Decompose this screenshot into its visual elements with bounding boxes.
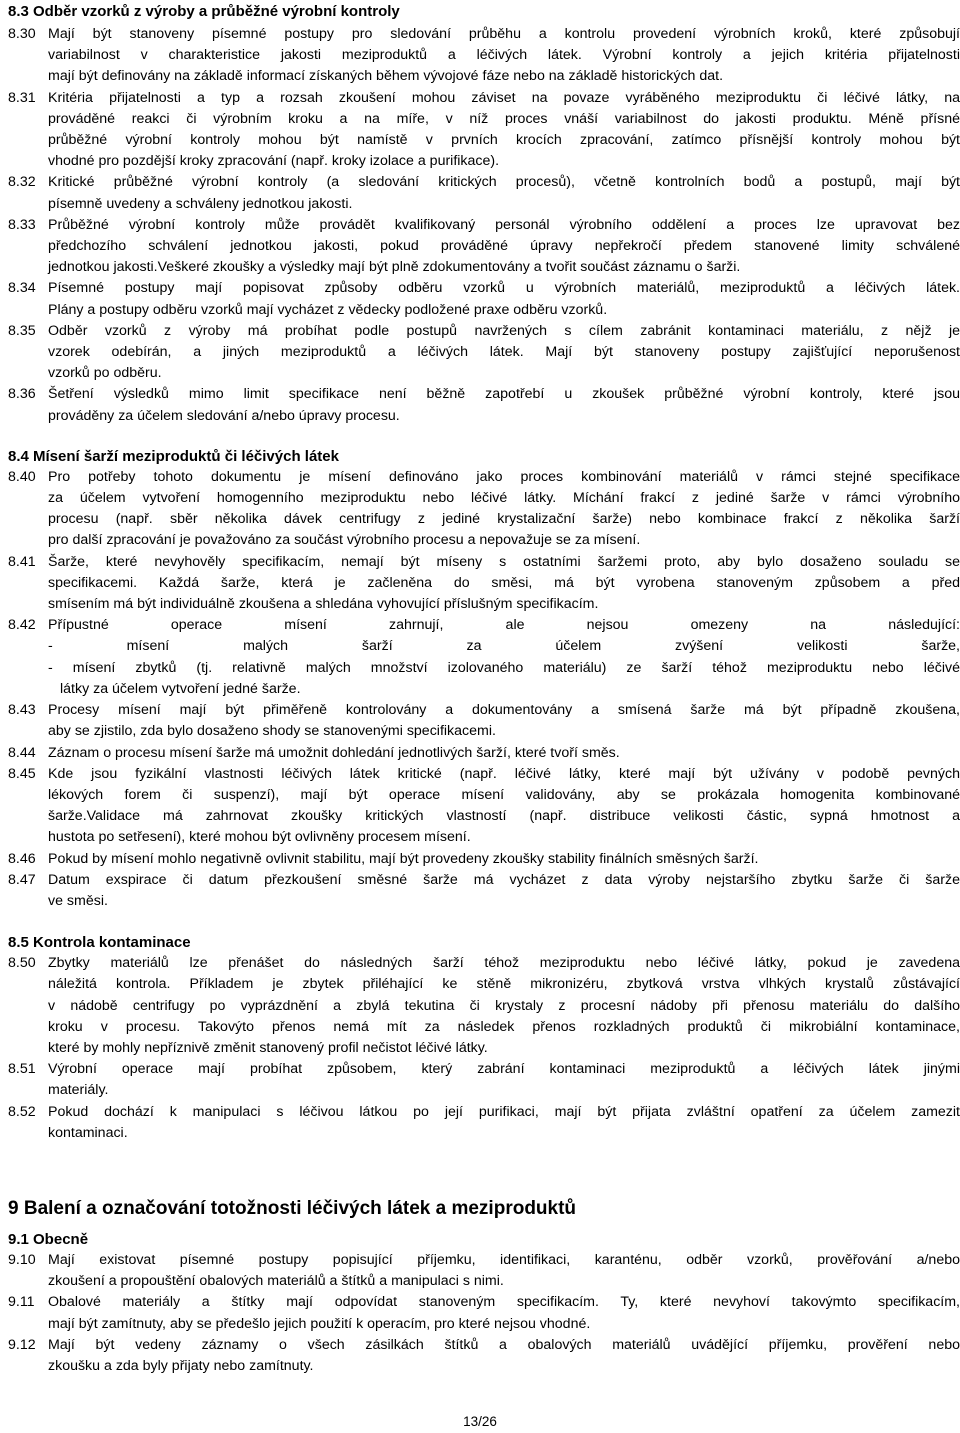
text-line: Pokud dochází k manipulaci s léčivou látkou po její purifikaci, mají být přijata zvláštní opatření za účelem zamezit — [48, 1103, 960, 1120]
paragraph-text — [48, 1102, 960, 1144]
text-line: Procesy mísení mají být přiměřeně kontrolovány a dokumentovány a smísená šarže má být případně zkoušena, — [48, 702, 960, 719]
paragraph — [8, 215, 960, 279]
paragraph — [8, 700, 960, 742]
paragraph — [8, 849, 960, 870]
paragraph-text — [48, 870, 960, 912]
paragraph-number: 8.36 — [8, 386, 36, 403]
section-8-4-paragraphs — [8, 467, 960, 912]
text-line: šarže.Validace má zahrnovat zkoušky kritických vlastností (např. distribuce velikosti částic, sypná hmotnost a — [48, 808, 960, 825]
paragraph-text — [48, 321, 960, 385]
paragraph — [8, 764, 960, 849]
text-line: specifikacemi. Každá šarže, která je začleněna do směsi, má být vyrobena stanoveným způsobem a před — [48, 574, 960, 591]
text-line: vhodné pro pozdější kroky zpracování (např. kroky izolace a purifikace). — [48, 153, 500, 170]
text-line: Plány a postupy odběru vzorků mají vycházet z vědecky podložené praxe odběru vzorků. — [48, 301, 608, 318]
text-line: Kritické průběžné výrobní kontroly (a sledování kritických procesů), včetně kontrolních bodů a postupů, mají být — [48, 174, 960, 191]
paragraph-number: 8.47 — [8, 871, 36, 888]
paragraph-text — [48, 215, 960, 279]
paragraph — [8, 743, 960, 764]
paragraph-text — [48, 467, 960, 552]
text-line: Záznam o procesu mísení šarže má umožnit dohledání jednotlivých šarží, které tvoří směs. — [48, 744, 620, 761]
section-9-1-heading: 9.1 Obecně — [8, 1230, 89, 1248]
paragraph-number: 8.51 — [8, 1061, 36, 1078]
text-line: procesu (např. sběr několika dávek centrifugy z jediné krystalizační šarže) nebo kombinace frakcí z několika šarží — [48, 511, 960, 528]
paragraph-text — [48, 1335, 960, 1377]
section-8-5-paragraphs — [8, 953, 960, 1144]
text-line: lékových forem či suspenzí), mají být operace mísení validovány, aby se prokázala homogenita kombinované — [48, 786, 960, 803]
paragraph-text — [48, 24, 960, 88]
section-8-3-heading: 8.3 Odběr vzorků z výroby a průběžné výrobní kontroly — [8, 3, 400, 20]
paragraph-number: 8.43 — [8, 702, 36, 719]
paragraph — [8, 1335, 960, 1377]
paragraph-number: 8.34 — [8, 280, 36, 297]
text-line: zkoušení a propouštění obalových materiálů a štítků a manipulaci s nimi. — [48, 1273, 504, 1290]
paragraph — [8, 552, 960, 616]
paragraph — [8, 1102, 960, 1144]
text-line: kroku v procesu. Takovýto přenos nemá mít za následek přenos rozkladných produktů či mikrobiální kontaminace, — [48, 1018, 960, 1035]
section-8-4-heading: 8.4 Mísení šarží meziproduktů či léčivých látek — [8, 447, 339, 465]
paragraph-number: 8.35 — [8, 322, 36, 339]
paragraph-text — [48, 1250, 960, 1292]
paragraph-number: 8.50 — [8, 955, 36, 972]
paragraph-text — [48, 953, 960, 1059]
text-line: aby se zjistilo, zda bylo dosaženo shody se stanovenými specifikacemi. — [48, 723, 496, 740]
text-line: Písemné postupy mají popisovat způsoby odběru vzorků u výrobních materiálů, meziproduktů a léčivých látek. — [48, 280, 960, 297]
text-line: v nádobě centrifugy po vyprázdnění a zbylá tekutina či krystaly z procesní nádoby při přenosu materiálu do dalšího — [48, 997, 960, 1014]
text-line: průběžné výrobní kontroly mohou být namístě v prvních krocích zpracování, zatímco přísnější kontroly mohou být — [48, 132, 960, 149]
text-line: náležitá kontrola. Příkladem je zbytek přiléhající ke stěně mikronizéru, zbytková vrstva vlhkých krystalů zůstávající — [48, 976, 960, 993]
paragraph-text — [48, 384, 960, 426]
text-line: Mají být stanoveny písemné postupy pro sledování průběhu a kontrolu provedení výrobních kroků, které způsobují — [48, 26, 960, 42]
paragraph-number: 8.32 — [8, 174, 36, 191]
paragraph-number: 8.44 — [8, 744, 36, 761]
text-line: Mají být vedeny záznamy o všech zásilkách štítků a obalových materiálů uvádějící příjemku, prověření nebo — [48, 1336, 960, 1353]
paragraph-text — [48, 172, 960, 214]
text-line: ve směsi. — [48, 892, 108, 909]
text-line: vzorků po odběru. — [48, 365, 162, 382]
paragraph-text — [48, 552, 960, 616]
paragraph-number: 8.30 — [8, 26, 36, 42]
paragraph-text — [48, 764, 960, 849]
paragraph-number: 8.40 — [8, 468, 36, 485]
document-body — [8, 2, 960, 1377]
paragraph-number: 9.11 — [8, 1294, 35, 1311]
text-line: mají být zamítnuty, aby se předešlo jejich použití k operacím, pro které nejsou vhodné. — [48, 1315, 591, 1332]
text-line: smísením má být individuálně zkoušena a shledána vyhovující příslušným specifikacím. — [48, 596, 599, 613]
section-8-3-paragraphs — [8, 24, 960, 427]
text-line: hustota po setřesení), které mohou být ovlivněny procesem mísení. — [48, 829, 471, 846]
section-9-1-paragraphs — [8, 1250, 960, 1377]
text-line: Obalové materiály a štítky mají odpovídat stanoveným specifikacím. Ty, které nevyhoví takovýmto specifikacím, — [48, 1294, 960, 1311]
paragraph — [8, 278, 960, 320]
paragraph-text — [48, 743, 960, 764]
text-line: variabilnost v charakteristice jakosti meziproduktů a léčivých látek. Výrobní kontroly a jejich kritéria přijatelnosti — [48, 47, 960, 64]
paragraph-number: 9.10 — [8, 1251, 36, 1268]
paragraph — [8, 953, 960, 1059]
text-line: kontaminaci. — [48, 1124, 128, 1141]
paragraph — [8, 1059, 960, 1101]
text-line: - mísení zbytků (tj. relativně malých množství izolovaného materiálu) ze šarží téhož meziproduktu nebo léčivé — [48, 659, 960, 676]
paragraph — [8, 870, 960, 912]
text-line: Průběžné výrobní kontroly může provádět kvalifikovaný personál výrobního oddělení a proces lze upravovat bez — [48, 216, 960, 233]
paragraph-number: 9.12 — [8, 1336, 36, 1353]
paragraph-number: 8.42 — [8, 617, 36, 634]
text-line: Datum exspirace či datum přezkoušení směsné šarže má vycházet z data výroby nejstaršího zbytku šarže či šarže — [48, 871, 960, 888]
text-line: vzorek odebírán, a jiných meziproduktů a léčivých látek. Mají být stanoveny postupy zajišťující neporušenost — [48, 344, 960, 361]
paragraph-text — [48, 88, 960, 173]
paragraph — [8, 615, 960, 700]
text-line: za účelem vytvoření homogenního meziproduktu nebo léčivé látky. Míchání frakcí z jediné šarže v rámci výrobního — [48, 490, 960, 507]
paragraph — [8, 172, 960, 214]
paragraph-number: 8.52 — [8, 1103, 36, 1120]
paragraph-text — [48, 1059, 960, 1101]
text-line: předchozího schválení jednotkou jakosti, pokud prováděné úpravy nepřekročí předem stanovené limity schválené — [48, 238, 960, 255]
paragraph — [8, 88, 960, 173]
text-line: Mají existovat písemné postupy popisující příjemku, identifikaci, karanténu, odběr vzorků, prověřování a/nebo — [48, 1251, 960, 1268]
paragraph — [8, 467, 960, 552]
paragraph-number: 8.46 — [8, 850, 36, 867]
text-line: Zbytky materiálů lze přenášet do následných šarží téhož meziproduktu nebo léčivé látky, pokud je zavedena — [48, 955, 960, 972]
text-line: pro další zpracování je považováno za součást výrobního procesu a nepovažuje se za mísení. — [48, 532, 641, 549]
section-8-5-heading: 8.5 Kontrola kontaminace — [8, 934, 191, 952]
text-line: Pro potřeby tohoto dokumentu je mísení definováno jako proces kombinování materiálů v rámci stejné specifikace — [48, 468, 960, 485]
text-line: prováděné reakci či výrobním kroku a na míře, v níž proces vnáší variabilnost do jakosti produktu. Méně přísné — [48, 110, 960, 127]
text-line: - mísení malých šarží za účelem zvýšení velikosti šarže, — [48, 638, 960, 655]
paragraph-number: 8.41 — [8, 553, 36, 570]
text-line: Kritéria přijatelnosti a typ a rozsah zkoušení mohou záviset na povaze vyráběného meziproduktu či léčivé látky, na — [48, 89, 960, 106]
paragraph — [8, 321, 960, 385]
text-line: látky za účelem vytvoření jedné šarže. — [60, 680, 301, 697]
text-line: jednotkou jakosti.Veškeré zkoušky a výsledky mají být plně zdokumentovány a tvořit součást záznamu o šarži. — [48, 259, 741, 276]
text-line: Kde jsou fyzikální vlastnosti léčivých látek kritické (např. léčivé látky, které mají být užívány v podobě pevných — [48, 765, 960, 782]
paragraph-text — [48, 700, 960, 742]
paragraph-text — [48, 849, 960, 870]
text-line: mají být definovány na základě informací získaných během vývojové fáze nebo na základě historických dat. — [48, 68, 724, 85]
text-line: prováděny za účelem sledování a/nebo úpravy procesu. — [48, 407, 400, 424]
text-line: zkoušku a zda byly přijaty nebo zamítnuty. — [48, 1357, 314, 1374]
text-line: Výrobní operace mají probíhat způsobem, který zabrání kontaminaci meziproduktů a léčivých látek jinými — [48, 1061, 960, 1078]
text-line: které by mohly nepříznivě změnit stanovený profil nečistot léčivé látky. — [48, 1039, 488, 1056]
paragraph — [8, 1250, 960, 1292]
paragraph — [8, 384, 960, 426]
paragraph-number: 8.45 — [8, 765, 36, 782]
paragraph-text — [48, 278, 960, 320]
text-line: písemně uvedeny a schváleny jednotkou jakosti. — [48, 195, 353, 212]
text-line: Odběr vzorků z výroby má probíhat podle postupů navržených s cílem zabránit kontaminaci materiálu, z nějž je — [48, 322, 960, 339]
paragraph — [8, 24, 960, 88]
text-line: Přípustné operace mísení zahrnují, ale nejsou omezeny na následující: — [48, 617, 960, 634]
chapter-9-heading: 9 Balení a označování totožnosti léčivých látek a meziproduktů — [8, 1197, 577, 1219]
paragraph-number: 8.31 — [8, 89, 36, 106]
text-line: Šetření výsledků mimo limit specifikace není běžně zapotřebí u zkoušek průběžné výrobní kontroly, které jsou — [48, 386, 960, 403]
page-number: 13/26 — [463, 1414, 497, 1429]
text-line: Šarže, které nevyhověly specifikacím, nemají být míseny s ostatními šaržemi proto, aby bylo dosaženo souladu se — [48, 553, 960, 570]
paragraph — [8, 1292, 960, 1334]
text-line: materiály. — [48, 1082, 109, 1099]
text-line: Pokud by mísení mohlo negativně ovlivnit stabilitu, mají být provedeny zkoušky stability finálních směsných šarží. — [48, 850, 759, 867]
paragraph-text — [48, 615, 960, 700]
paragraph-text — [48, 1292, 960, 1334]
paragraph-number: 8.33 — [8, 216, 36, 233]
